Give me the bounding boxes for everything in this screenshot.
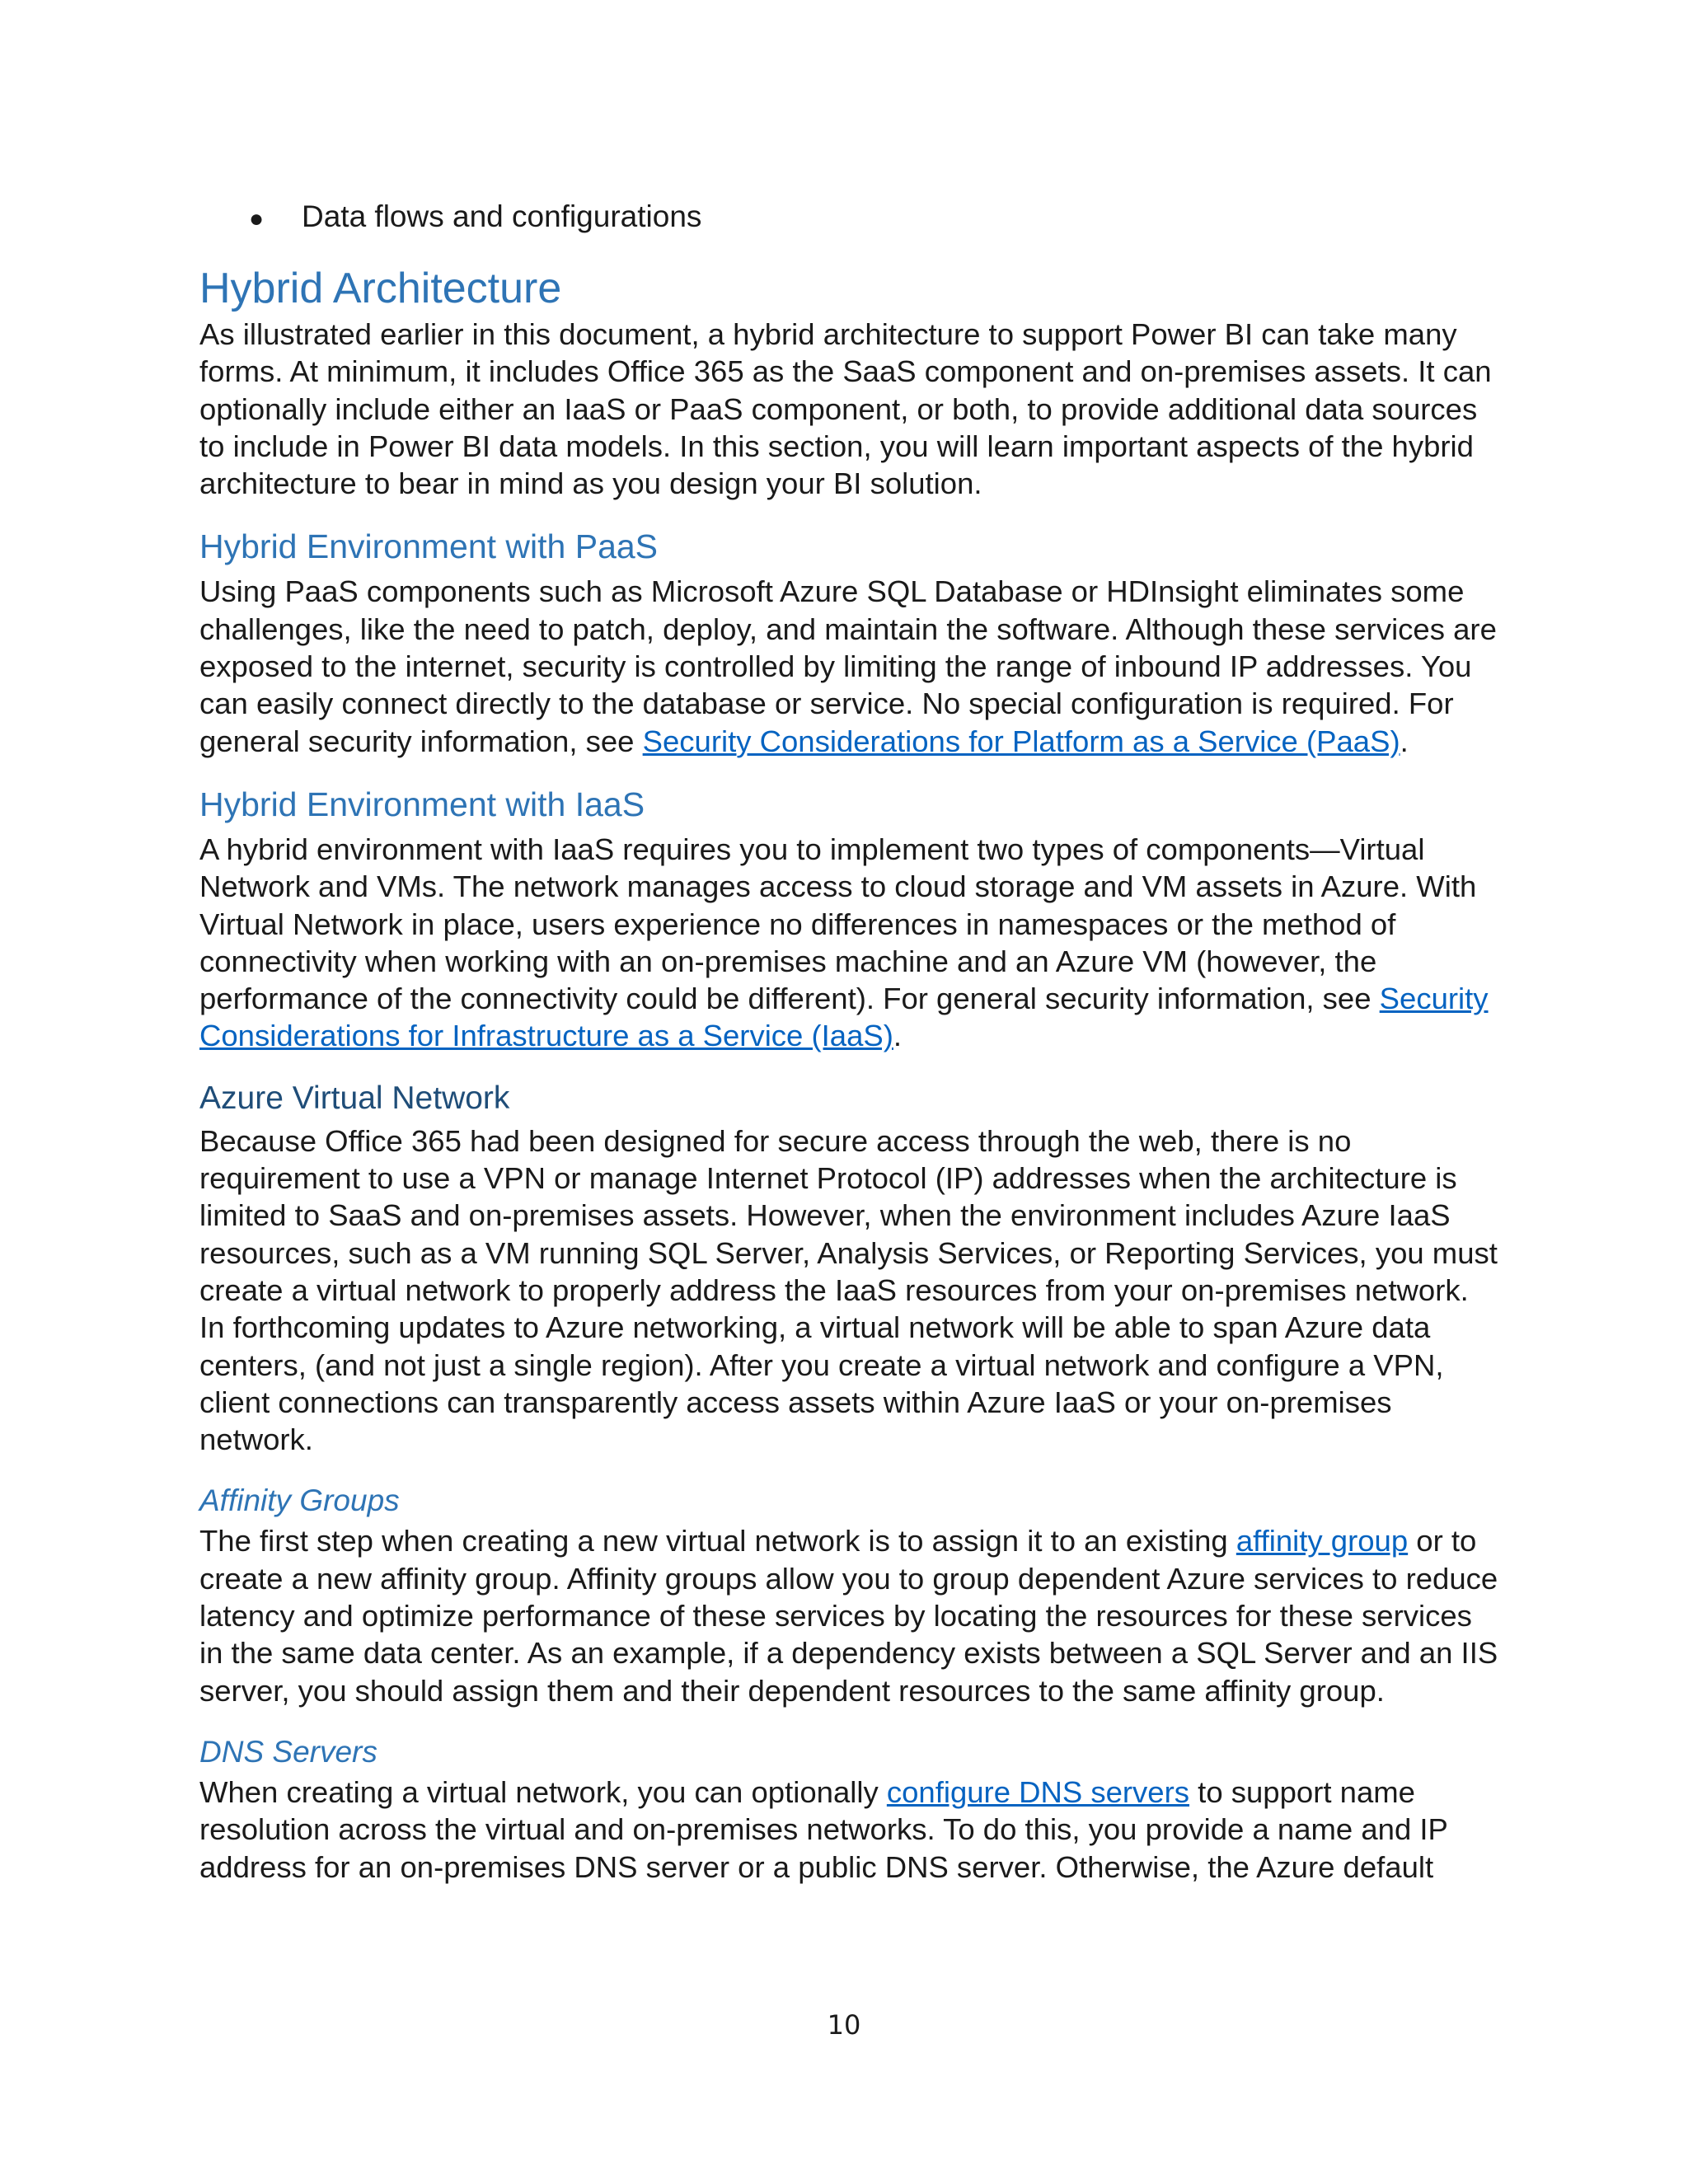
dns-servers-text: When creating a virtual network, you can optionally (199, 1774, 887, 1809)
dns-servers-text-end: to support name resolution across the virtual and on-premises networks. To do this, you provide a name and IP address for an on-premises DNS server or a public DNS server. Otherwise, the Azure default (199, 1774, 1448, 1884)
affinity-groups-heading: Affinity Groups (199, 1483, 400, 1518)
bullet-item (249, 191, 1502, 245)
paas-paragraph-text: Using PaaS components such as Microsoft Azure SQL Database or HDInsight eliminates some challenges, like the need to patch, deploy, and maintain the software. Although these services are exposed to the internet, security is controlled by limiting the range of inbound IP addresses. You can easily connect directly to the database or service. No special configuration is required. For general security information, see (199, 574, 1497, 758)
affinity-groups-text: The first step when creating a new virtual network is to assign it to an existing (199, 1524, 1236, 1558)
iaas-heading: Hybrid Environment with IaaS (199, 785, 645, 823)
bullet-dot-icon: ● (249, 205, 265, 232)
affinity-group-link[interactable]: affinity group (1236, 1524, 1409, 1558)
paas-heading: Hybrid Environment with PaaS (199, 527, 659, 566)
affinity-groups-text-end: or to create a new affinity group. Affinity groups allow you to group dependent Azure services to reduce latency and optimize performance of these services by locating the resources for these services in the same data center. As an example, if a dependency exists between a SQL Server and an IIS server, you should assign them and their dependent resources to the same affinity group. (199, 1524, 1498, 1708)
paas-security-link[interactable]: Security Considerations for Platform as a Service (PaaS) (642, 724, 1400, 758)
iaas-paragraph-text: A hybrid environment with IaaS requires you to implement two types of components—Virtual Network and VMs. The network manages access to cloud storage and VM assets in Azure. With Virtual Network in place, users experience no differences in namespaces or the method of connectivity when working with an on-premises machine and an Azure VM (however, the performance of the connectivity could be different). For general security information, see (199, 832, 1477, 1016)
hybrid-architecture-paragraph: As illustrated earlier in this document, a hybrid architecture to support Power BI can take many forms. At minimum, it includes Office 365 as the SaaS component and on-premises assets. It can optionally include either an IaaS or PaaS component, or both, to provide additional data sources to include in Power BI data models. In this section, you will learn important aspects of the hybrid architecture to bear in mind as you design your BI solution. (199, 317, 1492, 501)
iaas-paragraph-end: . (893, 1019, 903, 1053)
dns-servers-heading: DNS Servers (199, 1734, 377, 1769)
iaas-paragraph (199, 831, 1502, 1055)
azure-vnet-paragraph: Because Office 365 had been designed for secure access through the web, there is no requirement to use a VPN or manage Internet Protocol (IP) addresses when the architecture is limited to SaaS and on-premises assets. However, when the environment includes Azure IaaS resources, such as a VM running SQL Server, Analysis Services, or Reporting Services, you must create a virtual network to properly address the IaaS resources from your on-premises network. In forthcoming updates to Azure networking, a virtual network will be able to span Azure data centers, (and not just a single region). After you create a virtual network and configure a VPN, client connections can transparently access assets within Azure IaaS or your on-premises network. (199, 1123, 1498, 1457)
page-content (199, 191, 1502, 1886)
azure-vnet-heading: Azure Virtual Network (199, 1080, 510, 1116)
dns-servers-paragraph (199, 1774, 1502, 1886)
page-number: 10 (827, 2009, 861, 2041)
affinity-groups-paragraph (199, 1522, 1502, 1708)
paas-paragraph-end: . (1400, 724, 1409, 758)
iaas-security-link[interactable]: Security Considerations for Infrastructure as a Service (IaaS) (199, 982, 1489, 1053)
configure-dns-servers-link[interactable]: configure DNS servers (886, 1774, 1190, 1809)
hybrid-architecture-heading: Hybrid Architecture (199, 265, 562, 312)
paas-paragraph (199, 573, 1502, 759)
bullet-text: Data flows and configurations (302, 199, 702, 233)
